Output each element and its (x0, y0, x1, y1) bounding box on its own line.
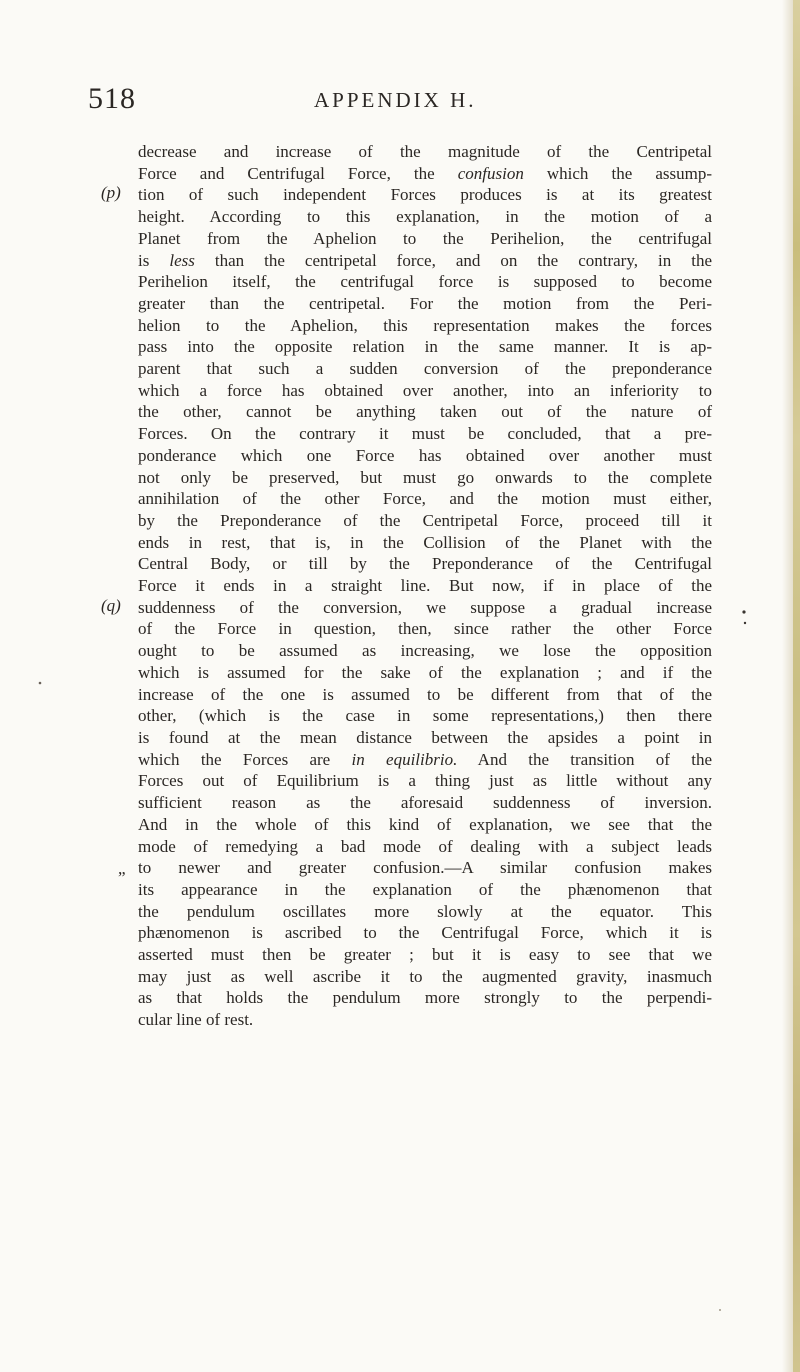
text-line: decrease and increase of the magnitude of the Centripetal (138, 142, 712, 161)
text-line: which a force has obtained over another, into an inferiority to (138, 380, 712, 400)
text-line: parent that such a sudden conversion of the preponderance (138, 359, 712, 379)
text-line: greater than the centripetal. For the motion from the Peri- (138, 293, 712, 313)
text-line: ends in rest, that is, in the Collision of the Planet with the (138, 532, 712, 552)
text-line: which is assumed for the sake of the explanation ; and if the (138, 662, 712, 682)
text-line: pass into the opposite relation in the same manner. It is ap- (138, 337, 712, 357)
text-line: height. According to this explanation, in the motion of a (138, 207, 712, 227)
text-line: is found at the mean distance between the apsides a point in (138, 727, 712, 747)
text-line: of the Force in question, then, since rather the other Force (138, 619, 712, 639)
text-line: asserted must then be greater ; but it is easy to see that we (138, 945, 712, 965)
text-line: Perihelion itself, the centrifugal force is supposed to become (138, 272, 712, 292)
text-line: phænomenon is ascribed to the Centrifugal Force, which it is (138, 923, 712, 943)
text-line: Forces. On the contrary it must be concluded, that a pre- (138, 424, 712, 444)
text-line: is less than the centripetal force, and on the contrary, in the (138, 250, 712, 270)
text-line: tion of such independent Forces produces is at its greatest (138, 185, 712, 205)
text-line: other, (which is the case in some representations,) then there (138, 706, 712, 726)
text-line: increase of the one is assumed to be different from that of the (138, 684, 712, 704)
margin-quote-mark: „ (118, 859, 126, 878)
text-line: to newer and greater confusion.—A similar confusion makes (138, 858, 712, 878)
text-line: suddenness of the conversion, we suppose a gradual increase (138, 597, 712, 617)
text-line: helion to the Aphelion, this representation makes the forces (138, 315, 712, 335)
text-line: ponderance which one Force has obtained over another must (138, 445, 712, 465)
text-line: Planet from the Aphelion to the Perihelion, the centrifugal (138, 228, 712, 248)
text-line: Force it ends in a straight line. But now, if in place of the (138, 576, 712, 596)
text-line: mode of remedying a bad mode of dealing with a subject leads (138, 836, 712, 856)
text-line: by the Preponderance of the Centripetal Force, proceed till it (138, 510, 712, 530)
text-line: as that holds the pendulum more strongly to the perpendi- (138, 988, 712, 1008)
text-line: its appearance in the explanation of the phænomenon that (138, 879, 712, 899)
text-line: cular line of rest. (138, 1010, 254, 1030)
text-line: may just as well ascribe it to the augmented gravity, inasmuch (138, 966, 712, 986)
text-line: Force and Centrifugal Force, the confusion which the assump- (138, 163, 712, 183)
page-number: 518 (88, 82, 136, 115)
ink-speck (744, 622, 746, 624)
text-line: sufficient reason as the aforesaid suddenness of inversion. (138, 793, 712, 813)
text-line: And in the whole of this kind of explanation, we see that the (138, 814, 712, 834)
text-line: which the Forces are in equilibrio. And the transition of the (138, 749, 712, 769)
ink-speck (742, 610, 745, 613)
ink-speck (719, 1309, 721, 1311)
text-line: the pendulum oscillates more slowly at the equator. This (138, 901, 712, 921)
margin-note-p: (p) (101, 183, 121, 202)
text-line: not only be preserved, but must go onwards to the complete (138, 467, 712, 487)
text-line: annihilation of the other Force, and the motion must either, (138, 489, 712, 509)
text-line: Central Body, or till by the Preponderance of the Centrifugal (138, 554, 712, 574)
margin-note-q: (q) (101, 596, 121, 615)
text-line: ought to be assumed as increasing, we lose the opposition (138, 641, 712, 661)
ink-speck (39, 682, 42, 685)
running-head: APPENDIX H. (314, 88, 477, 112)
text-line: the other, cannot be anything taken out of the nature of (138, 402, 712, 422)
text-line: Forces out of Equilibrium is a thing just as little without any (138, 771, 712, 791)
